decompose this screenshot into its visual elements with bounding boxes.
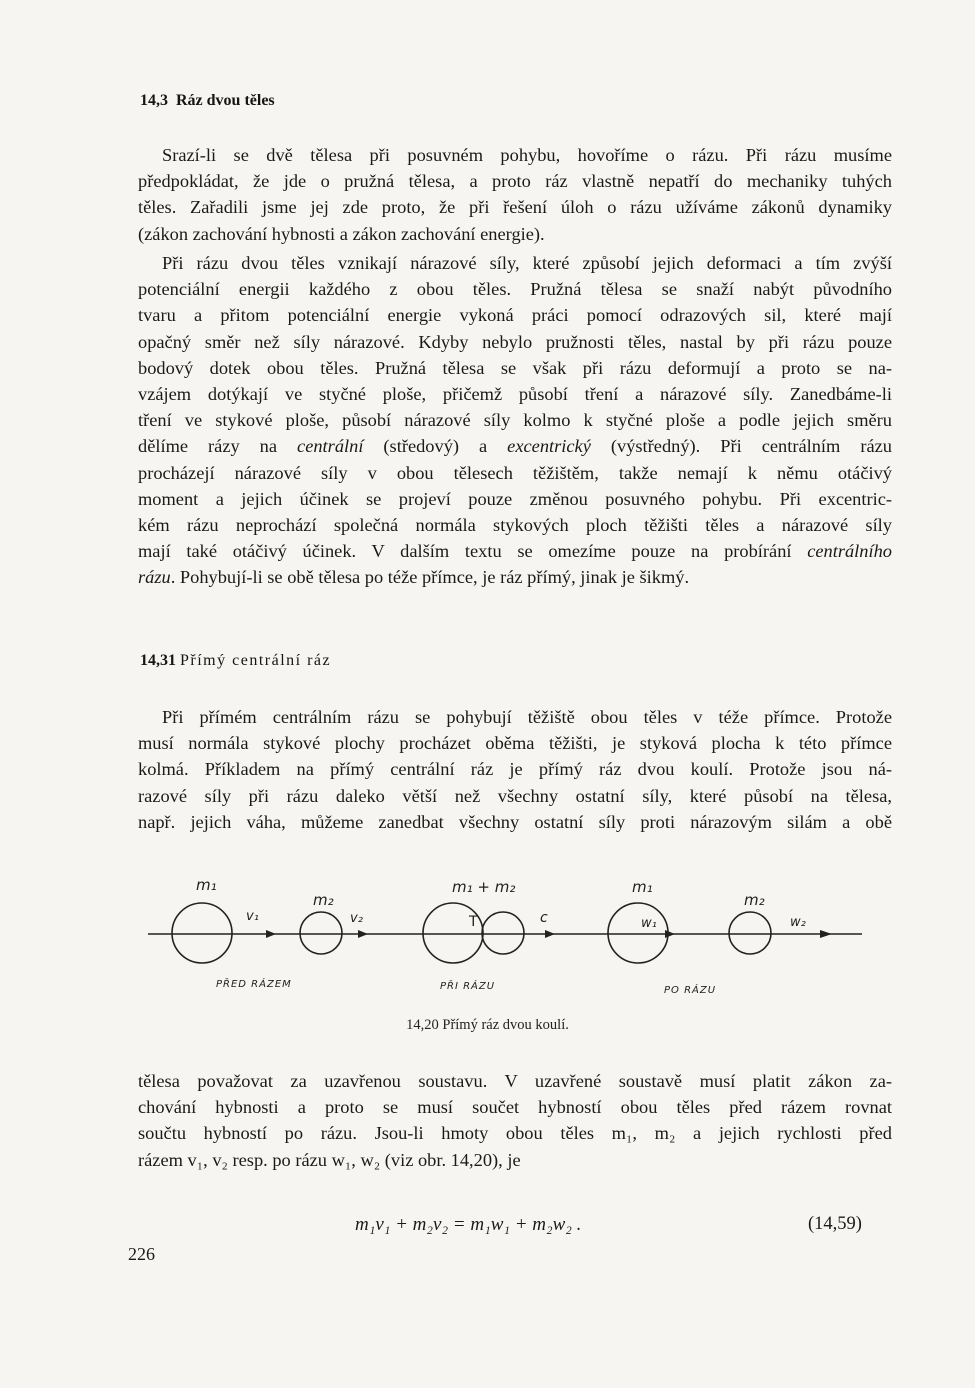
text-line <box>138 433 892 459</box>
text-line: součtu hybností po rázu. Jsou-li hmoty obou těles m₁, m₂ a jejich rychlosti před <box>138 1123 892 1144</box>
label-m2-before: m₂ <box>313 891 334 909</box>
text-fragment: dělíme rázy na <box>138 436 298 457</box>
text-line: tření ve stykové ploše, působí nárazové síly kolmo k styčné ploše a podle jejich směru <box>138 410 892 431</box>
term-excentricky: excentrický <box>507 436 591 457</box>
arrow-head-v2 <box>358 930 368 938</box>
equation: m₁v₁ + m₂v₂ = m₁w₁ + m₂w₂ . <box>355 1214 582 1235</box>
text-line: chování hybnosti a proto se musí součet hybností obou těles před rázem rovnat <box>138 1097 892 1118</box>
text-line: potenciální energii každého z obou těles. Pružná tělesa se snaží nabýt původního <box>138 279 892 300</box>
text-line: tělesa považovat za uzavřenou soustavu. V uzavřené soustavě musí platit zákon za- <box>138 1071 892 1091</box>
text-fragment: (výstředný). Při centrálním rázu <box>590 436 892 457</box>
label-c: c <box>540 910 548 926</box>
arrow-head-w1 <box>665 930 675 938</box>
arrow-head-c <box>545 930 555 938</box>
text-line: tvaru a přitom potenciální energie vykoná práci pomocí odrazových sil, které mají <box>138 305 892 326</box>
label-m2-after: m₂ <box>744 891 765 909</box>
text-line: rázem v₁, v₂ resp. po rázu w₁, w₂ (viz obr. 14,20), je <box>138 1149 521 1170</box>
label-m1-after: m₁ <box>632 878 653 896</box>
label-w2: w₂ <box>790 915 806 930</box>
text-line: Při rázu dvou těles vznikají nárazové síly, které způsobí jejich deformaci a tím zvýší <box>162 253 892 273</box>
section-number: 14,3 <box>140 92 168 109</box>
ball-m1-before <box>172 903 232 963</box>
subsection-paragraph <box>138 704 892 835</box>
text-line: moment a jejich účinek se projeví pouze změnou posuvného pohybu. Při excentric- <box>138 488 892 509</box>
text-fragment: mají také otáčivý účinek. V dalším textu se omezíme pouze na probírání <box>138 541 808 562</box>
text-line <box>138 538 892 564</box>
text-line: procházejí nárazové síly v obou tělesech těžištěm, takže nemají k němu otáčivý <box>138 462 892 483</box>
page-number: 226 <box>128 1244 155 1264</box>
subsection-title: Přímý centrální ráz <box>180 652 332 669</box>
label-m1-plus-m2: m₁ + m₂ <box>452 878 516 896</box>
text-line: opačný směr než síly nárazové. Kdyby nebylo pružnosti těles, nastal by při rázu pouze <box>138 331 892 352</box>
label-t: T <box>469 914 478 930</box>
figure-collision-diagram <box>0 860 975 1010</box>
label-v1: v₁ <box>246 909 259 924</box>
ball-m2-during <box>482 912 524 954</box>
text-line: kém rázu neprochází společná normála stykových ploch těžišti těles a nárazové síly <box>138 515 892 536</box>
text-line: např. jejich váha, můžeme zanedbat všechny ostatní síly proti nárazovým silám a obě <box>138 811 892 832</box>
arrow-head-v1 <box>266 930 276 938</box>
term-centralniho: centrálního <box>807 541 892 562</box>
text-line: musí normála stykové plochy procházet oběma těžišti, je styková plocha k této přímce <box>138 733 892 754</box>
ball-m2-before <box>300 912 342 954</box>
text-line: kolmá. Příkladem na přímý centrální ráz je přímý ráz dvou koulí. Protože jsou ná- <box>138 759 892 780</box>
closing-paragraph <box>138 1068 892 1173</box>
figure-caption: 14,20 Přímý ráz dvou koulí. <box>406 1017 569 1033</box>
label-m1-before: m₁ <box>196 876 217 894</box>
subsection-heading <box>140 652 331 670</box>
body-paragraph <box>138 250 892 591</box>
section-title: Ráz dvou těles <box>176 92 275 109</box>
label-phase-after: PO RÁZU <box>664 985 717 996</box>
label-v2: v₂ <box>350 911 363 926</box>
text-line: bodový dotek obou těles. Pružná tělesa se však při rázu deformují a proto se na- <box>138 357 892 378</box>
label-w1: w₁ <box>641 916 657 931</box>
label-phase-during: PŘI RÁZU <box>440 981 496 992</box>
ball-m2-after <box>729 912 771 954</box>
intro-paragraph <box>138 142 892 247</box>
term-razu: rázu <box>138 567 171 588</box>
text-fragment: (středový) a <box>363 436 508 457</box>
equation-number: (14,59) <box>808 1214 862 1234</box>
text-line: (zákon zachování hybnosti a zákon zachování energie). <box>138 223 545 244</box>
text-line: těles. Zařadili jsme jej zde proto, že při řešení úloh o rázu užíváme zákonů dynamiky <box>138 197 892 218</box>
text-line: předpokládat, že jde o pružná tělesa, a proto ráz vlastně nepatří do mechaniky tuhých <box>138 171 892 192</box>
ball-m1-after <box>608 903 668 963</box>
subsection-number: 14,31 <box>140 652 176 669</box>
text-line: Při přímém centrálním rázu se pohybují těžiště obou těles v téže přímce. Protože <box>162 707 892 727</box>
text-line: Srazí-li se dvě tělesa při posuvném pohybu, hovoříme o rázu. Při rázu musíme <box>162 145 892 165</box>
label-phase-before: PŘED RÁZEM <box>216 979 292 990</box>
section-heading <box>140 92 275 110</box>
arrow-head-w2 <box>820 930 832 938</box>
ball-m1-during <box>423 903 483 963</box>
text-line <box>138 564 892 590</box>
term-centralni: centrální <box>297 436 364 457</box>
text-line: razové síly při rázu daleko větší než všechny ostatní síly, které působí na tělesa, <box>138 785 892 806</box>
text-line: vzájem dotýkají ve styčné ploše, přičemž působí tření a nárazové síly. Zanedbáme-li <box>138 384 892 405</box>
text-fragment: . Pohybují-li se obě tělesa po téže přímce, je ráz přímý, jinak je šikmý. <box>170 567 690 588</box>
